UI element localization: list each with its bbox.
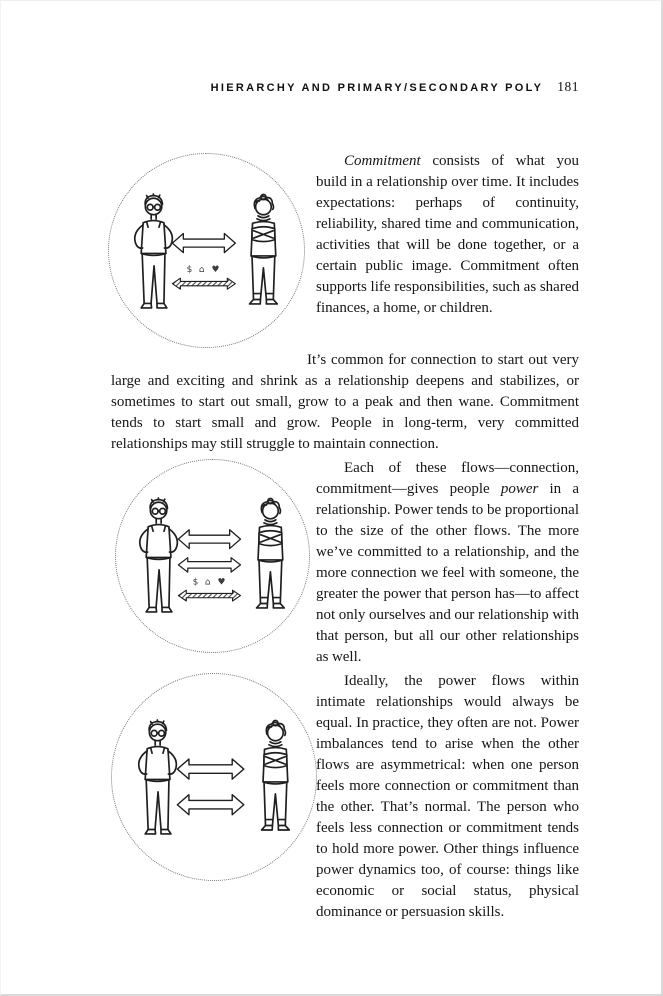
paragraph-commitment [316, 151, 579, 319]
paragraph-power-flows-lead: Each of these flows—connection, commitment—gives people [316, 460, 579, 497]
power-arrow-bottom-icon [177, 795, 243, 815]
commitment-symbols: $ ⌂ ♥ [186, 264, 222, 275]
person-left-icon [139, 720, 177, 834]
paragraph-power-flows [316, 458, 579, 668]
illustration-connection-commitment [108, 153, 305, 348]
person-left-icon [135, 194, 173, 308]
connection-arrow-icon [172, 234, 235, 253]
commitment-arrow-icon [178, 590, 240, 601]
commitment-arrow-icon [172, 278, 235, 289]
illustration-three-flows [115, 459, 310, 653]
person-right-icon [262, 720, 290, 830]
person-right-icon [257, 498, 285, 607]
illustration-equal-power [111, 673, 317, 881]
paragraph-connection-growth: It’s common for connection to start out very large and exciting and shrink as a relationship deepens and stabilizes, or sometimes to start out small, grow to a peak and then wane. Commitment tends to start small and grow. People in long-term, very committed relationships may still struggle to maintain connection. [111, 352, 579, 452]
paragraph-power-flows-rest: in a relationship. Power tends to be proportional to the size of the other flows. The more we’ve committed to a relationship, and the more connection we feel with someone, the greater the power that person has—to affect not only ourselves and our relationship with that person, but all our other relationships as well. [316, 481, 579, 665]
power-arrow-icon [178, 558, 240, 572]
paragraph-commitment-text: consists of what you build in a relationship over time. It includes expectations: perhaps of continuity, reliability, shared time and communication, activities that will be done together, or a certain public image. Commitment often supports life responsibilities, such as shared finances, a home, or children. [316, 153, 579, 316]
paragraph-power-imbalance: Ideally, the power flows within intimate relationships would always be equal. In practice, they often are not. Power imbalances tend to arise when the other flows are asymmetrical: when one person feels more connection or commitment than the other. That’s normal. The person who feels less connection or commitment tends to hold more power. Other things influence power dynamics too, of course: things like economic or social status, physical dominance or persuasion skills. [316, 673, 579, 920]
connection-arrow-icon [178, 530, 240, 549]
running-header [211, 79, 579, 95]
italic-commitment: Commitment [344, 153, 421, 169]
commitment-symbols: $ ⌂ ♥ [192, 577, 228, 588]
person-right-icon [250, 194, 278, 303]
person-left-icon [140, 498, 178, 612]
italic-power: power [500, 481, 539, 497]
chapter-title: HIERARCHY AND PRIMARY/SECONDARY POLY [210, 82, 544, 94]
page-number: 181 [557, 79, 579, 94]
power-arrow-top-icon [177, 759, 243, 779]
